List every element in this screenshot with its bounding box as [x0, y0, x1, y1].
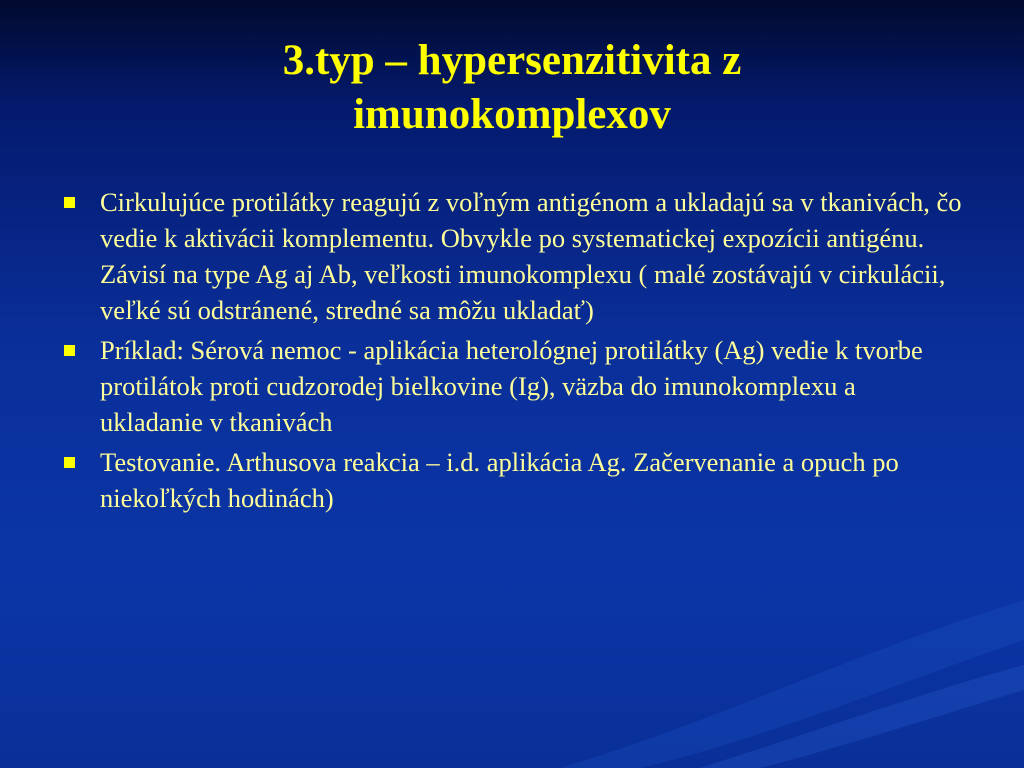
- bullet-text: Príklad: Sérová nemoc - aplikácia heterológnej protilátky (Ag) vedie k tvorbe protilátok proti cudzorodej bielkovine (Ig), väzba do imunokomplexu a ukladanie v tkanivách: [100, 335, 923, 437]
- square-bullet-icon: [64, 457, 75, 468]
- bullet-text: Testovanie. Arthusova reakcia – i.d. aplikácia Ag. Začervenanie a opuch po niekoľkých hodinách): [100, 447, 899, 513]
- bullet-item: [62, 332, 962, 440]
- bullet-item: [62, 184, 962, 328]
- square-bullet-icon: [64, 345, 75, 356]
- title-line-2: imunokomplexov: [353, 91, 671, 138]
- slide-title: [60, 34, 964, 142]
- bullet-item: [62, 444, 962, 516]
- title-line-1: 3.typ – hypersenzitivita z: [282, 37, 742, 84]
- bullet-text: Cirkulujúce protilátky reagujú z voľným antigénom a ukladajú sa v tkanivách, čo vedie k aktivácii komplementu. Obvykle po systematickej expozícii antigénu. Závisí na type Ag aj Ab, veľkosti imunokomplexu ( malé zostávajú v cirkulácii, veľké sú odstránené, stredné sa môžu ukladať): [100, 187, 962, 325]
- bullet-list: [62, 184, 962, 520]
- square-bullet-icon: [64, 197, 75, 208]
